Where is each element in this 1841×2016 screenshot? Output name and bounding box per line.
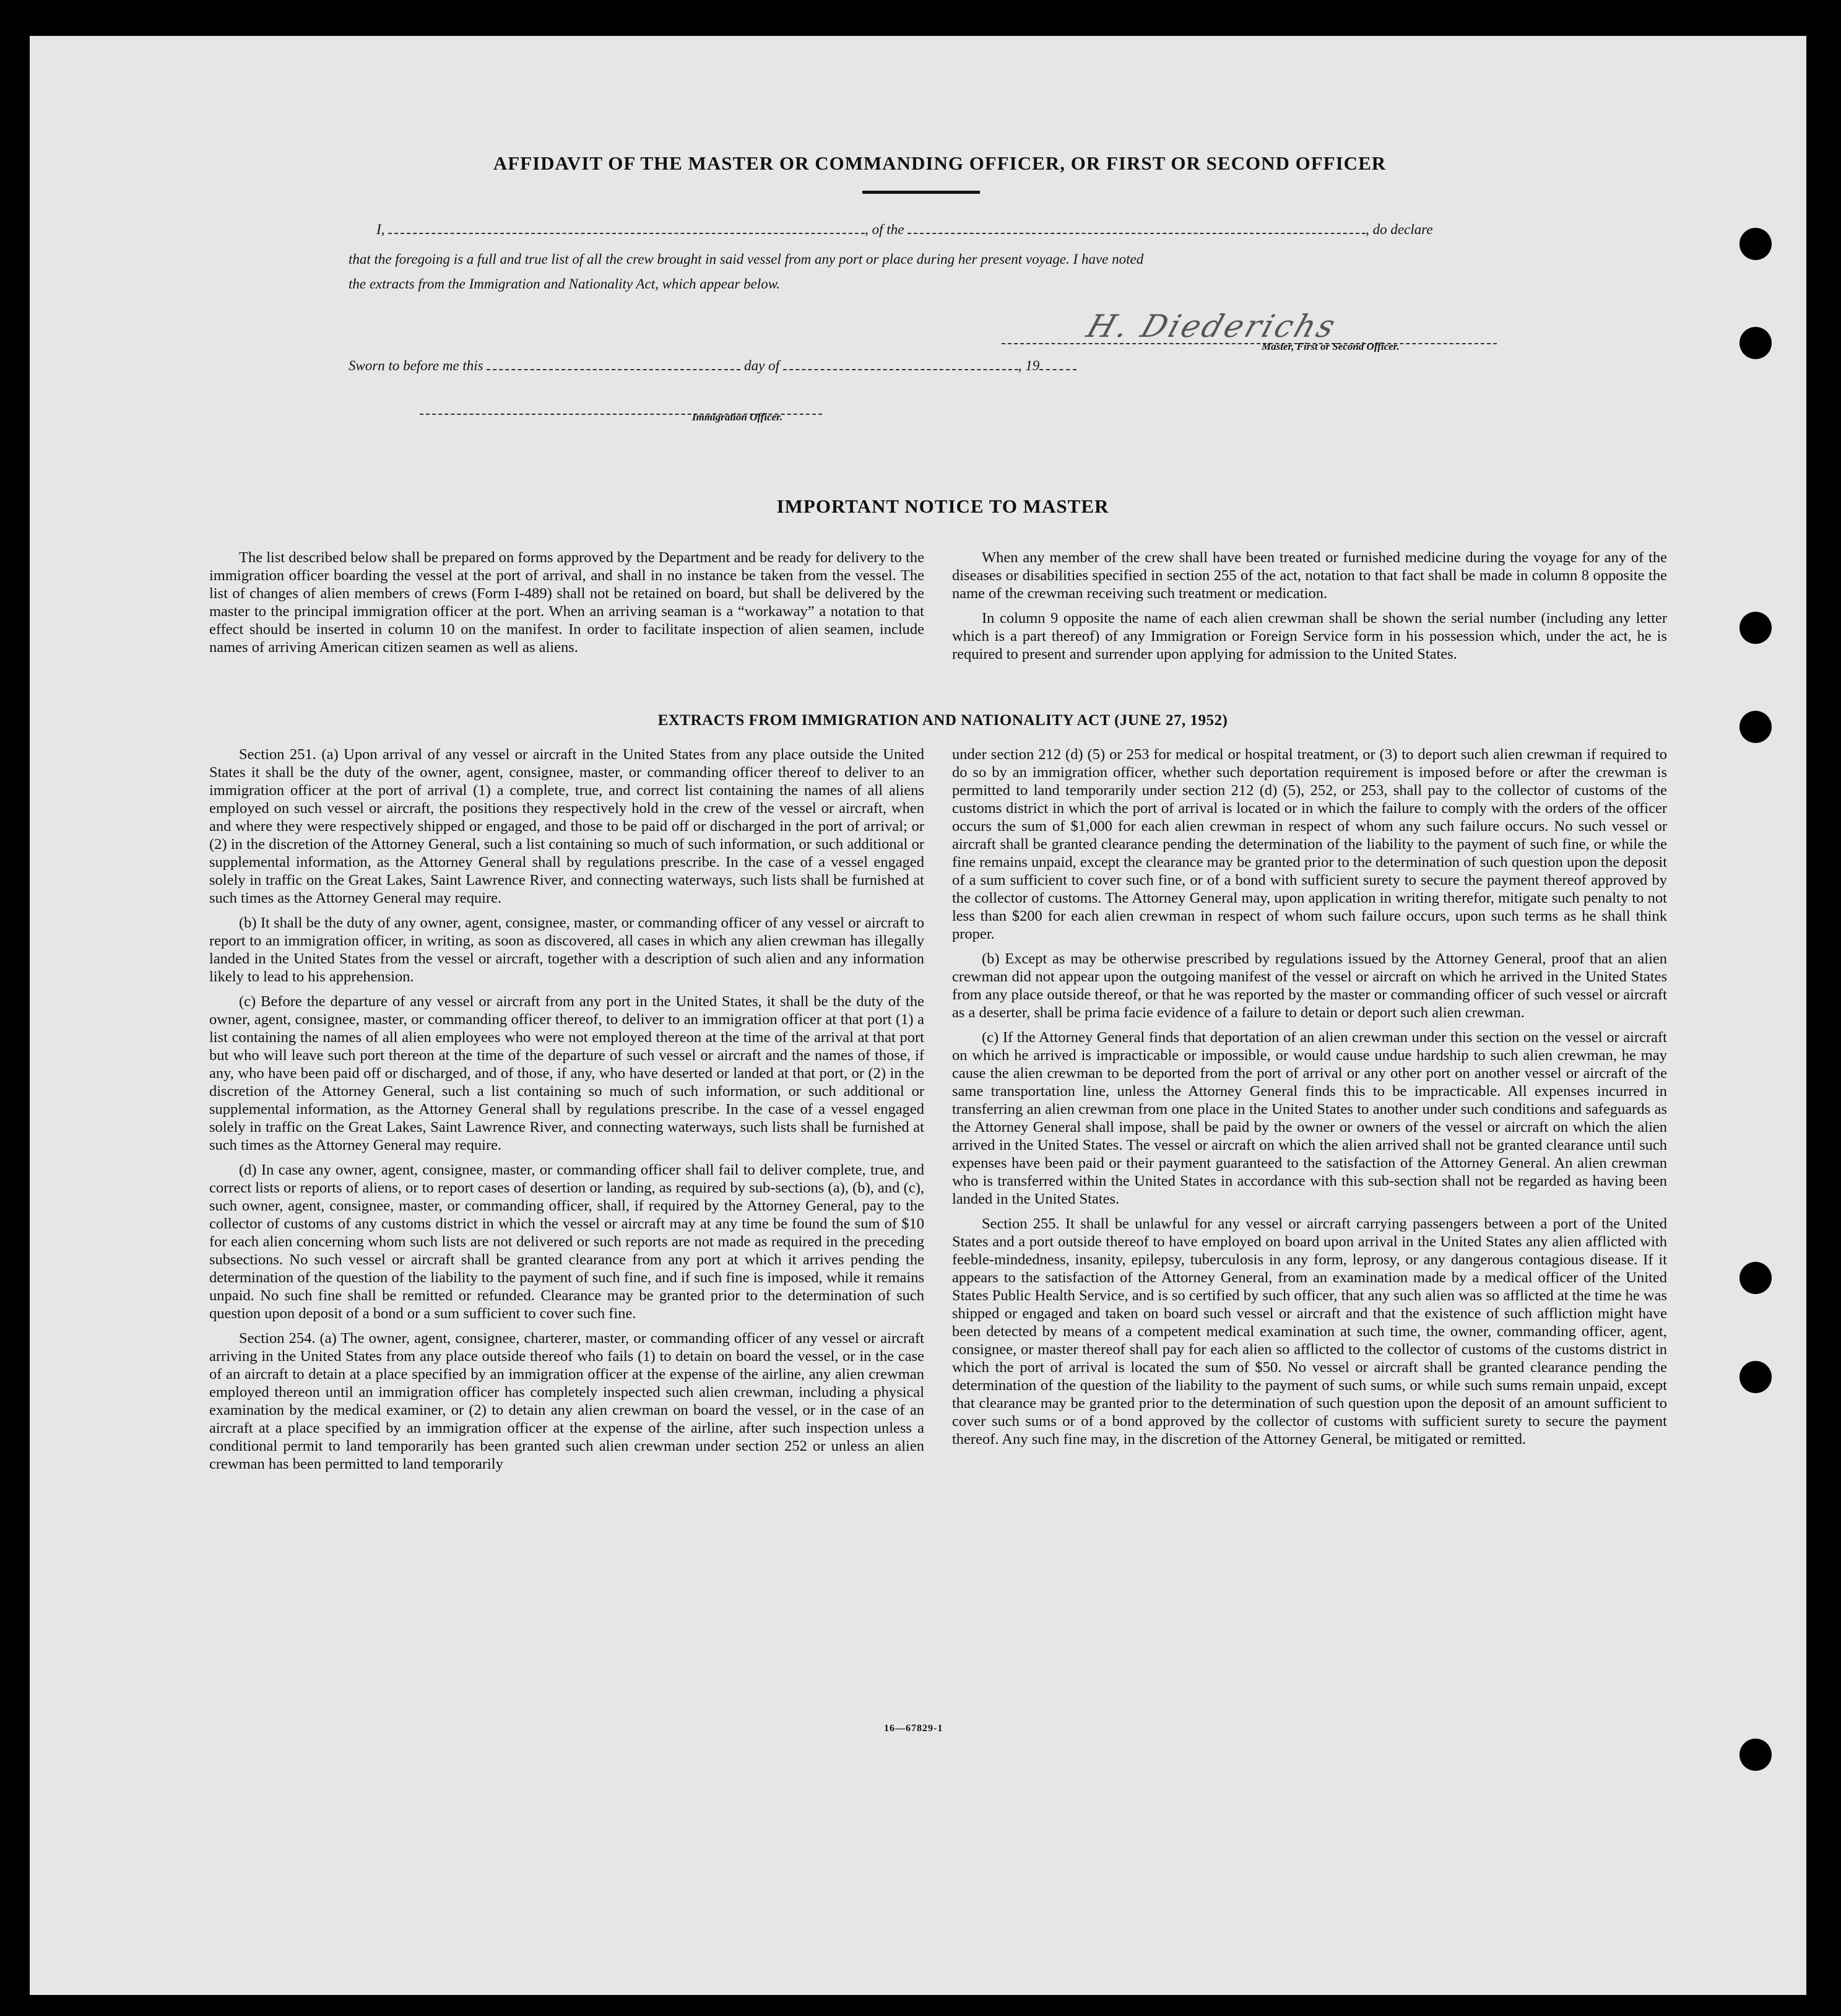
affidavit-title: AFFIDAVIT OF THE MASTER OR COMMANDING OFFICER, OR FIRST OR SECOND OFFICER [493,152,1387,174]
notice-right-column [952,549,1667,670]
notice-left-column [209,549,924,663]
punch-hole [1739,327,1772,359]
day-of-label: day of [744,358,779,373]
extracts-left-column [209,745,924,1480]
punch-hole [1739,1262,1772,1294]
punch-hole [1739,612,1772,644]
section-paragraph-continued: under section 212 (d) (5) or 253 for medical or hospital treatment, or (3) to deport such alien crewman if required to do so by an immigration officer, whether such deportation requirement is imposed before or after the crewman is permitted to land temporarily under section 212 (d) (5), 252, or 253, shall pay to the collector of customs of the customs district in which the port of arrival is located or in which the failure to comply with the orders of the officer occurs the sum of $1,000 for each alien crewman in respect of whom any such failure occurs. No such vessel or aircraft shall be granted clearance pending the determination of the liability to the payment of such fine, or while the fine remains unpaid, except the clearance may be granted prior to the determination of such question upon the deposit of a sum sufficient to cover such fine, or of a bond with sufficient surety to secure the payment thereof approved by the collector of customs. The Attorney General may, upon application in writing therefor, mitigate such penalty to not less than $200 for each alien crewman in respect of whom such failure occurs, upon such terms as he shall think proper. [952,746,1667,942]
punch-hole [1739,1739,1772,1771]
notice-paragraph: In column 9 opposite the name of each alien crewman shall be shown the serial number (including any letter which is a part thereof) of any Immigration or Foreign Service form in his possession which, under the act, he is required to present and surrender upon applying for admission to the United States. [952,610,1667,663]
year-label: , 19 [1018,358,1040,373]
section-paragraph: Section 251. (a) Upon arrival of any vessel or aircraft in the United States from any place outside the United States it shall be the duty of the owner, agent, consignee, master, or commanding officer thereof to deliver to an immigration officer at the port of arrival (1) a complete, true, and correct list containing the names of all aliens employed on such vessel or aircraft, the positions they respectively hold in the crew of the vessel or aircraft, when and where they were respectively shipped or engaged, and those to be paid off or discharged in the port of arrival; or (2) in the discretion of the Attorney General, such a list containing so much of such information, or such additional or supplemental information, as the Attorney General shall by regulations prescribe. In the case of a vessel engaged solely in traffic on the Great Lakes, Saint Lawrence River, and connecting waterways, such lists shall be furnished at such times as the Attorney General may require. [209,746,924,906]
officer-signature: H. Diederichs [1082,308,1342,344]
section-paragraph: (b) It shall be the duty of any owner, agent, consignee, master, or commanding officer of any vessel or aircraft to report to an immigration officer, in writing, as soon as discovered, all cases in which any alien crewman has illegally landed in the United States from the vessel or aircraft, together with a description of such alien and any information likely to lead to his apprehension. [209,915,924,985]
signature-caption: Master, First or Second Officer. [1262,341,1400,352]
sworn-day-field[interactable] [487,358,740,370]
punch-hole [1739,1361,1772,1393]
section-paragraph: (b) Except as may be otherwise prescribed by regulations issued by the Attorney General, proof that an alien crewman did not appear upon the outgoing manifest of the vessel or aircraft on which he arrived in the United States from any place outside thereof, or that he was reported by the master or commanding officer of such vessel or aircraft as a deserter, shall be prima facie evidence of a failure to detain or deport such alien crewman. [952,950,1667,1021]
section-paragraph: (c) Before the departure of any vessel or aircraft from any port in the United States, it shall be the duty of the owner, agent, consignee, master, or commanding officer thereof, to deliver to an immigration officer at that port (1) a list containing the names of all alien employees who were not employed thereon at the time of the arrival at that port but who will leave such port thereon at the time of the departure of such vessel or aircraft and the names of those, if any, who have been paid off or discharged, and of those, if any, who have deserted or landed at that port, or (2) in the discretion of the Attorney General, such a list containing so much of such information, or such additional or supplemental information, as the Attorney General shall by regulations prescribe. In the case of a vessel engaged solely in traffic on the Great Lakes, Saint Lawrence River, and connecting waterways, such lists shall be furnished at such times as the Attorney General may require. [209,993,924,1154]
notice-title: IMPORTANT NOTICE TO MASTER [776,495,1109,517]
master-name-field[interactable] [388,222,865,234]
section-paragraph: (d) In case any owner, agent, consignee, master, or commanding officer shall fail to deliver complete, true, and correct lists or reports of aliens, or to report cases of desertion or landing, as required by sub-sections (a), (b), and (c), such owner, agent, consignee, master, or commanding officer, shall, if required by the Attorney General, pay to the collector of customs of any customs district in which the vessel or aircraft may at any time be found the sum of $10 for each alien concerning whom such lists are not delivered or such reports are not made as required in the preceding subsections. No such vessel or aircraft shall be granted clearance from any port at which it arrives pending the determination of the question of the liability to the payment of such fine, and if such fine is imposed, while it remains unpaid. No such fine shall be remitted or refunded. Clearance may be granted prior to the determination of such question upon deposit of a bond or a sum sufficient to cover such fine. [209,1162,924,1322]
affidavit-line-1 [376,222,1433,238]
section-paragraph: Section 254. (a) The owner, agent, consignee, charterer, master, or commanding officer of any vessel or aircraft arriving in the United States from any place outside thereof who fails (1) to detain on board the vessel, or in the case of an aircraft to detain at a place specified by an immigration officer at the expense of the airline, any alien crewman employed thereon until an immigration officer has completely inspected such alien crewman, including a physical examination by the medical examiner, or (2) to detain any alien crewman on board the vessel, or in the case of an aircraft at a place specified by an immigration officer at the expense of the airline, after such inspection unless a conditional permit to land temporarily has been granted such alien crewman under section 252 or unless an alien crewman has been permitted to land temporarily [209,1330,924,1472]
affidavit-line-2: that the foregoing is a full and true list of all the crew brought in said vessel from any port or place during her present voyage. I have noted [349,251,1144,267]
section-paragraph: (c) If the Attorney General finds that deportation of an alien crewman under this section on the vessel or aircraft on which he arrived is impracticable or impossible, or would cause undue hardship to such alien crewman, he may cause the alien crewman to be deported from the port of arrival or any other port on another vessel or aircraft of the same transportation line, unless the Attorney General finds this to be impracticable. All expenses incurred in transferring an alien crewman from one place in the United States to another under such conditions and safeguards as the Attorney General shall impose, shall be paid by the owner or owners of the vessel or aircraft on which the alien arrived in the United States. The vessel or aircraft on which the alien arrived shall not be granted clearance until such expenses have been paid or their payment guaranteed to the satisfaction of the Attorney General. An alien crewman who is transferred within the United States in accordance with this sub-section shall not be regarded as having been landed in the United States. [952,1029,1667,1207]
signature-line [1002,332,1497,348]
punch-hole [1739,711,1772,743]
section-paragraph: Section 255. It shall be unlawful for any vessel or aircraft carrying passengers between a port of the United States and a port outside thereof to have employed on board upon arrival in the United States any alien afflicted with feeble-mindedness, insanity, epilepsy, tuberculosis in any form, leprosy, or any dangerous contagious disease. If it appears to the satisfaction of the Attorney General, from an examination made by a medical officer of the United States Public Health Service, and is so certified by such officer, that any such alien was so afflicted at the time he was shipped or engaged and taken on board such vessel or aircraft and that the existence of such affliction might have been detected by means of a competent medical examination at such time, the owner, commanding officer, agent, consignee, or master thereof shall pay for each alien so afflicted to the collector of customs of the customs district in which the port of arrival is located the sum of $50. No vessel or aircraft shall be granted clearance pending the determination of the question of the liability to the payment of such sums, or while such sums remain unpaid, except that clearance may be granted prior to the determination of such question upon the deposit of an amount sufficient to cover such sums or of a bond approved by the collector of customs with sufficient surety to secure the payment thereof. Any such fine may, in the discretion of the Attorney General, be mitigated or remitted. [952,1215,1667,1448]
notice-paragraph: When any member of the crew shall have been treated or furnished medicine during the voyage for any of the diseases or disabilities specified in section 255 of the act, notation to that fact shall be made in column 8 opposite the name of the crewman receiving such treatment or medication. [952,549,1667,602]
notice-paragraph: The list described below shall be prepared on forms approved by the Department and be ready for delivery to the immigration officer boarding the vessel at the port of arrival, and shall in no instance be taken from the vessel. The list of changes of alien members of crews (Form I-489) shall not be retained on board, but shall be delivered by the master to the principal immigration officer at the port. When an arriving seaman is a “workaway” a notation to that effect should be inserted in column 10 on the manifest. In order to facilitate inspection of alien seamen, include names of arriving American citizen seamen as well as aliens. [209,549,924,656]
title-underline [862,191,980,194]
punch-hole [1739,228,1772,260]
sworn-label: Sworn to before me this [349,358,483,373]
document-page [30,36,1806,1995]
i-label: I, [376,222,385,237]
sworn-year-field[interactable] [1039,358,1076,370]
of-the-label: , of the [865,222,904,237]
immigration-officer-caption: Immigration Officer. [692,411,783,423]
affidavit-line-3: the extracts from the Immigration and Nationality Act, which appear below. [349,276,781,292]
vessel-name-field[interactable] [908,222,1366,234]
sworn-month-field[interactable] [783,358,1018,370]
do-declare-label: , do declare [1366,222,1433,237]
form-number: 16—67829-1 [884,1723,943,1734]
sworn-line [349,358,1076,374]
signature-field[interactable] [1002,332,1497,344]
extracts-right-column [952,745,1667,1455]
extracts-title: EXTRACTS FROM IMMIGRATION AND NATIONALITY ACT (JUNE 27, 1952) [657,712,1228,729]
